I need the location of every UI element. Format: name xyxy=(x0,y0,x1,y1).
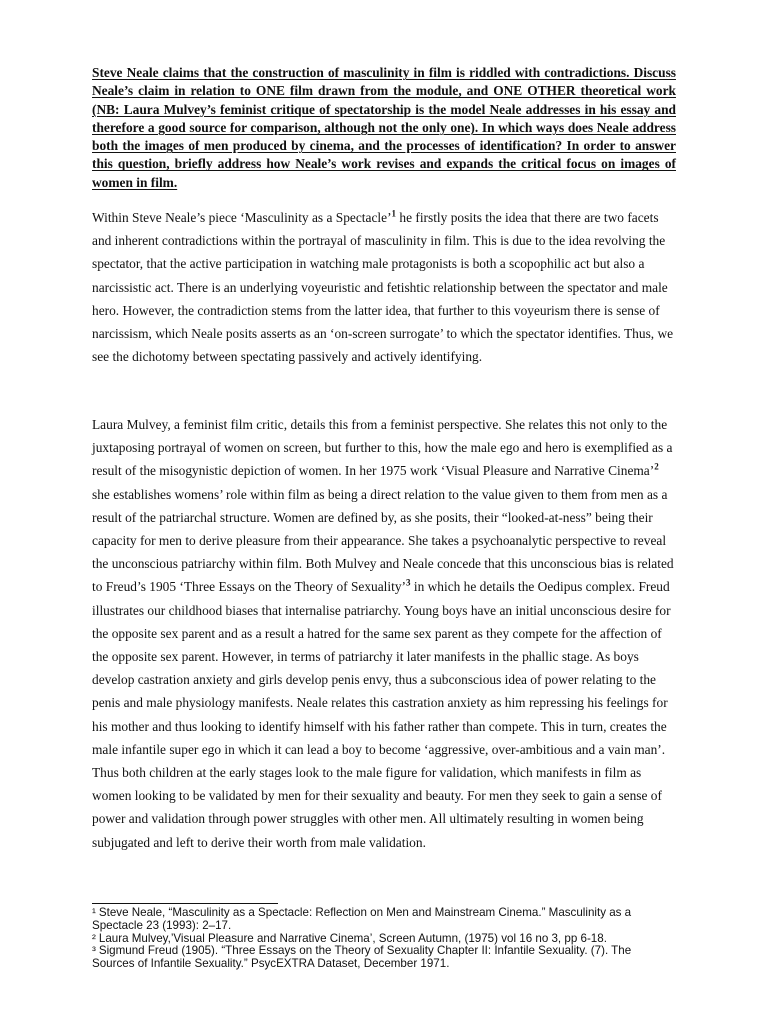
footnote-3-text: Sigmund Freud (1905). “Three Essays on the Theory of Sexuality Chapter II: Infantile Sexuality. (7). The Sources of Infantile Sexuality.” PsycEXTRA Dataset, December 1971. xyxy=(92,944,632,971)
footnote-3 xyxy=(92,945,676,971)
paragraph-1 xyxy=(92,206,676,368)
footnote-3-number: ³ xyxy=(92,944,96,958)
footnote-1-text: Steve Neale, “Masculinity as a Spectacle: Reflection on Men and Mainstream Cinema.” Masculinity as a Spectacle 23 (1993): 2–17. xyxy=(92,906,632,932)
paragraph-2-text-b: she establishes womens’ role within film as being a direct relation to the value given to them from men as a result of the patriarchal structure. Women are defined by, as she posits, their “looked-at-ness” being their capacity for men to derive pleasure from their appearance. She takes a psychoanalytic perspective to reveal the unconscious patriarchy within film. Both Mulvey and Neale concede that this unconscious bias is related to Freud’s 1905 ‘Three Essays on the Theory of Sexuality’ xyxy=(92,486,674,595)
footnote-1-number: ¹ xyxy=(92,906,96,919)
footnote-ref-1[interactable]: 1 xyxy=(391,208,397,219)
paragraph-1-text-a: Within Steve Neale’s piece ‘Masculinity as a Spectacle’ xyxy=(92,210,392,225)
footnote-2-text: Laura Mulvey,’Visual Pleasure and Narrative Cinema’, Screen Autumn, (1975) vol 16 no 3, pp 6-18. xyxy=(98,931,607,945)
footnote-ref-2[interactable]: 2 xyxy=(654,461,659,472)
footnote-separator xyxy=(92,903,278,904)
paragraph-2-text-c: in which he details the Oedipus complex. Freud illustrates our childhood biases that internalise patriarchy. Young boys have an initial unconscious desire for the opposite sex parent and as a result a hatred for the same sex parent as they compete for the affection of the opposite sex parent. However, in terms of patriarchy it later manifests in the phallic stage. As boys develop castration anxiety and girls develop penis envy, thus a subconscious idea of power relating to the penis and male physiology manifests. Neale relates this castration anxiety as him repressing his feelings for his mother and thus looking to identify himself with his father rather than compete. This in turn, creates the male infantile super ego in which it can lead a boy to become ‘aggressive, over-ambitious and a vain man’. Thus both children at the early stages look to the male figure for validation, which manifests in film as women looking to be validated by men for their sexuality and beauty. For men they seek to gain a sense of power and validation through power struggles with other men. All ultimately resulting in women being subjugated and left to derive their worth from male validation. xyxy=(92,579,671,850)
footnote-2-number: ² xyxy=(92,931,96,945)
footnote-1 xyxy=(92,907,676,933)
essay-question-heading: Steve Neale claims that the construction of masculinity in film is riddled with contradictions. Discuss Neale’s claim in relation to ONE film drawn from the module, and ONE OTHER theoretical work (NB: Laura Mulvey’s feminist critique of spectatorship is the model Neale addresses in his essay and therefore a good source for comparison, although not the only one). In which ways does Neale address both the images of men produced by cinema, and the processes of identification? In order to answer this question, briefly address how Neale’s work revises and expands the critical focus on images of women in film. xyxy=(92,65,676,190)
paragraph-2-text-a: Laura Mulvey, a feminist film critic, details this from a feminist perspective. She relates this not only to the juxtaposing portrayal of women on screen, but further to this, how the male ego and hero is exemplified as a result of the misogynistic depiction of women. In her 1975 work ‘Visual Pleasure and Narrative Cinema’ xyxy=(92,417,673,479)
paragraph-1-text-b: he firstly posits the idea that there are two facets and inherent contradictions within the portrayal of masculinity in film. This is due to the idea revolving the spectator, that the active participation in watching male protagonists is both a scopophilic act but also a narcissistic act. There is an underlying voyeuristic and fetishtic relationship between the spectator and male hero. However, the contradiction stems from the latter idea, that further to this voyeurism there is sense of narcissism, which Neale posits asserts as an ‘on-screen surrogate’ to which the spectator identifies. Thus, we see the dichotomy between spectating passively and actively identifying. xyxy=(92,210,674,365)
footnote-ref-3[interactable]: 3 xyxy=(406,577,411,588)
paragraph-2 xyxy=(92,413,676,854)
footnotes-list xyxy=(92,907,676,971)
